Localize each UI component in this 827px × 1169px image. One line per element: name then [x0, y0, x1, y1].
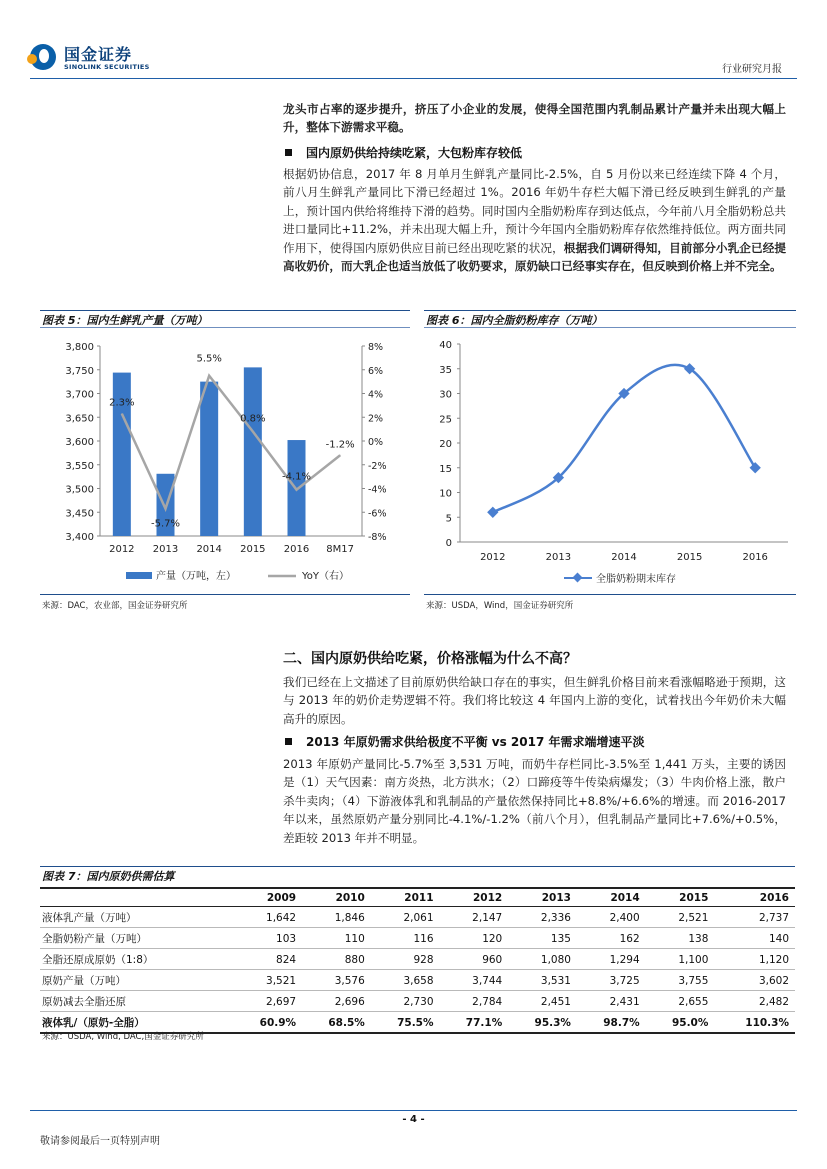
value-cell: 2,697 — [233, 991, 302, 1012]
figure7-title: 图表 7：国内原奶供需估算 — [42, 870, 175, 883]
yoy-point-8M17 — [340, 455, 341, 456]
value-cell: 135 — [508, 928, 577, 949]
table-header-corner — [40, 888, 233, 907]
value-cell: 120 — [440, 928, 509, 949]
bullet-heading-2-text: 2013 年原奶需求供给极度不平衡 vs 2017 年需求端增速平淡 — [306, 735, 645, 749]
y2-tick-label: -4% — [368, 484, 387, 496]
table-row — [40, 991, 795, 1012]
x-tick-label: 8M17 — [326, 544, 355, 555]
x-tick-label: 2015 — [676, 552, 703, 563]
y2-tick-label: 2% — [368, 413, 384, 425]
value-cell: 103 — [233, 928, 302, 949]
y2-tick-label: 6% — [368, 365, 384, 377]
inventory-line — [493, 365, 755, 513]
value-cell: 2,655 — [646, 991, 715, 1012]
value-cell: 3,602 — [714, 970, 795, 991]
value-cell: 2,730 — [371, 991, 440, 1012]
value-cell: 1,846 — [302, 907, 371, 928]
value-cell: 95.3% — [508, 1012, 577, 1034]
figure6-title: 图表 6：国内全脂奶粉库存（万吨） — [426, 314, 603, 327]
x-tick-label: 2014 — [611, 552, 637, 563]
logo-cn-text: 国金证券 — [64, 45, 133, 64]
value-cell: 2,061 — [371, 907, 440, 928]
supply-demand-table — [40, 887, 795, 1034]
row-label-cell: 原奶减去全脂还原 — [40, 991, 233, 1012]
yoy-point-2016 — [296, 489, 297, 490]
y2-tick-label: -6% — [368, 508, 387, 520]
table-header-year: 2010 — [302, 888, 371, 907]
value-cell: 77.1% — [440, 1012, 509, 1034]
report-type: 行业研究月报 — [722, 64, 782, 75]
figure6-bottom-rule — [424, 594, 796, 595]
y2-tick-label: -2% — [368, 460, 387, 472]
yoy-point-2014 — [209, 375, 210, 376]
section2-paragraph: 我们已经在上文描述了目前原奶供给缺口存在的事实，但生鲜乳价格目前来看涨幅略逊于预期，这与 2013 年的奶价走势逻辑不符。我们将比较这 4 年国内上游的变化，试着找出今年奶价未大幅高升的原因。 — [283, 675, 786, 726]
yoy-point-2012 — [121, 413, 122, 414]
value-cell: 2,147 — [440, 907, 509, 928]
value-cell: 138 — [646, 928, 715, 949]
figure6-title-rule — [424, 327, 796, 328]
value-cell: 1,100 — [646, 949, 715, 970]
y2-tick-label: 0% — [368, 437, 384, 448]
figure5-chart — [40, 330, 412, 592]
value-cell: 2,521 — [646, 907, 715, 928]
y-tick-label: 25 — [439, 414, 452, 426]
legend-bar-swatch — [126, 572, 152, 579]
value-cell: 95.0% — [646, 1012, 715, 1034]
square-bullet-icon — [285, 738, 292, 745]
data-label-2013: -5.7% — [150, 518, 181, 530]
value-cell: 928 — [371, 949, 440, 970]
y2-tick-label: 8% — [368, 342, 384, 353]
data-label-2012: 2.3% — [109, 397, 135, 409]
value-cell: 1,294 — [577, 949, 646, 970]
row-label-cell: 液体乳/（原奶-全脂） — [40, 1012, 233, 1034]
header-divider — [30, 78, 797, 79]
yoy-point-2013 — [165, 508, 166, 509]
x-tick-label: 2013 — [152, 544, 179, 555]
figure7-source: 来源：USDA, Wind, DAC,国金证券研究所 — [42, 1032, 204, 1042]
bullet-heading-1-text: 国内原奶供给持续吃紧，大包粉库存较低 — [306, 146, 523, 160]
value-cell: 1,120 — [714, 949, 795, 970]
x-tick-label: 2012 — [480, 552, 506, 563]
logo-mark-icon — [30, 44, 56, 70]
data-label-8M17: -1.2% — [325, 439, 355, 451]
figure6-top-rule — [424, 310, 796, 311]
y2-tick-label: -8% — [368, 532, 387, 543]
table-row — [40, 949, 795, 970]
value-cell: 2,336 — [508, 907, 577, 928]
value-cell: 3,658 — [371, 970, 440, 991]
figure5-title: 图表 5：国内生鲜乳产量（万吨） — [42, 314, 208, 327]
value-cell: 960 — [440, 949, 509, 970]
figure6-source: 来源：USDA，Wind，国金证券研究所 — [426, 601, 574, 611]
table-header-year: 2013 — [508, 888, 577, 907]
row-label-cell: 原奶产量（万吨） — [40, 970, 233, 991]
data-label-2015: 0.8% — [240, 413, 266, 425]
figure6-chart — [424, 330, 796, 592]
intro-paragraph: 龙头市占率的逐步提升，挤压了小企业的发展，使得全国范围内乳制品累计产量并未出现大幅上升，整体下游需求平稳。 — [283, 102, 786, 135]
section2-title: 二、国内原奶供给吃紧，价格涨幅为什么不高？ — [283, 651, 577, 667]
figure5-top-rule — [40, 310, 410, 311]
value-cell: 3,531 — [508, 970, 577, 991]
legend-marker — [573, 573, 583, 583]
footer-divider — [30, 1110, 797, 1111]
value-cell: 110.3% — [714, 1012, 795, 1034]
square-bullet-icon — [285, 149, 292, 156]
table-header-year: 2011 — [371, 888, 440, 907]
y-tick-label: 40 — [439, 340, 452, 351]
x-tick-label: 2014 — [196, 544, 222, 555]
figure5-source: 来源：DAC，农业部，国金证券研究所 — [42, 601, 188, 611]
bullet1-paragraph — [283, 165, 786, 275]
value-cell: 1,642 — [233, 907, 302, 928]
legend-label: 全脂奶粉期末库存 — [596, 574, 676, 585]
legend-line-label: YoY（右） — [302, 571, 350, 582]
value-cell: 140 — [714, 928, 795, 949]
y-tick-label: 10 — [439, 488, 452, 500]
y2-tick-label: 4% — [368, 389, 384, 401]
value-cell: 824 — [233, 949, 302, 970]
table-row — [40, 907, 795, 928]
y-tick-label: 3,600 — [65, 437, 94, 448]
disclaimer: 敬请参阅最后一页特别声明 — [40, 1136, 160, 1147]
table-row — [40, 970, 795, 991]
value-cell: 116 — [371, 928, 440, 949]
value-cell: 68.5% — [302, 1012, 371, 1034]
data-label-2014: 5.5% — [196, 353, 222, 365]
value-cell: 2,400 — [577, 907, 646, 928]
value-cell: 75.5% — [371, 1012, 440, 1034]
table-header-year: 2014 — [577, 888, 646, 907]
y-tick-label: 3,750 — [65, 365, 94, 377]
value-cell: 3,521 — [233, 970, 302, 991]
logo-en-text: SINOLINK SECURITIES — [64, 63, 150, 71]
data-label-2016: -4.1% — [281, 471, 312, 483]
y-tick-label: 35 — [439, 364, 452, 376]
y-tick-label: 3,550 — [65, 460, 94, 472]
x-tick-label: 2012 — [109, 544, 135, 555]
section2-bullet-paragraph: 2013 年原奶产量同比-5.7%至 3,531 万吨，而奶牛存栏同比-3.5%至 1,441 万头，主要的诱因是（1）天气因素：南方炎热，北方洪水；（2）口蹄疫等牛传染病爆发；（3）牛肉价格上涨，散户杀牛卖肉；（4）下游液体乳和乳制品的产量依然保持同比+8.8%/+6.6%的增速。而 2016-2017 年以来，虽然原奶产量分别同比-4.1%/-1.2%（前八个月），但乳制品产量同比+7.6%/+0.5%，差距较 2013 年并不明显。 — [283, 757, 786, 845]
bar-2014 — [200, 382, 218, 536]
figure5-title-rule — [40, 327, 410, 328]
row-label-cell: 液体乳产量（万吨） — [40, 907, 233, 928]
x-tick-label: 2015 — [240, 544, 266, 555]
value-cell: 2,482 — [714, 991, 795, 1012]
y-tick-label: 0 — [445, 538, 452, 549]
value-cell: 98.7% — [577, 1012, 646, 1034]
y-tick-label: 3,700 — [65, 389, 94, 401]
inventory-point-2012 — [487, 507, 498, 518]
value-cell: 110 — [302, 928, 371, 949]
value-cell: 60.9% — [233, 1012, 302, 1034]
y-tick-label: 5 — [445, 513, 452, 525]
figure5-bottom-rule — [40, 594, 410, 595]
bullet-heading-1 — [283, 144, 522, 161]
legend-bar-label: 产量（万吨，左） — [156, 571, 236, 582]
y-tick-label: 3,800 — [65, 342, 94, 353]
value-cell: 2,696 — [302, 991, 371, 1012]
bullet1-text-bold: 根据我们调研得知，目前部分小乳企已经提高收奶价，而大乳企也适当放低了收奶要求，原奶缺口已经事实存在，但反映到价格上并不完全。 — [283, 240, 786, 274]
table-header-year: 2009 — [233, 888, 302, 907]
table-header-year: 2016 — [714, 888, 795, 907]
page-number: - 4 - — [402, 1114, 425, 1125]
value-cell: 1,080 — [508, 949, 577, 970]
value-cell: 3,755 — [646, 970, 715, 991]
y-tick-label: 3,450 — [65, 508, 94, 520]
value-cell: 162 — [577, 928, 646, 949]
yoy-line — [122, 376, 340, 509]
y-tick-label: 3,500 — [65, 484, 94, 496]
table-row — [40, 928, 795, 949]
company-logo — [30, 42, 230, 78]
yoy-point-2015 — [252, 431, 253, 432]
value-cell: 3,725 — [577, 970, 646, 991]
y-tick-label: 30 — [439, 389, 452, 401]
value-cell: 2,431 — [577, 991, 646, 1012]
inventory-point-2016 — [750, 462, 761, 473]
value-cell: 2,737 — [714, 907, 795, 928]
row-label-cell: 全脂奶粉产量（万吨） — [40, 928, 233, 949]
y-tick-label: 3,400 — [65, 532, 94, 543]
bar-2015 — [244, 367, 262, 536]
y-tick-label: 3,650 — [65, 413, 94, 425]
bullet-heading-2 — [283, 733, 644, 750]
y-tick-label: 15 — [439, 463, 452, 475]
x-tick-label: 2013 — [545, 552, 572, 563]
value-cell: 880 — [302, 949, 371, 970]
value-cell: 3,744 — [440, 970, 509, 991]
value-cell: 2,784 — [440, 991, 509, 1012]
row-label-cell: 全脂还原成原奶（1:8） — [40, 949, 233, 970]
value-cell: 2,451 — [508, 991, 577, 1012]
table-header-year: 2015 — [646, 888, 715, 907]
y-tick-label: 20 — [439, 439, 452, 450]
x-tick-label: 2016 — [283, 544, 310, 555]
bullet1-text-plain: 根据奶协信息，2017 年 8 月单月生鲜乳产量同比-2.5%，自 5 月份以来已经连续下降 4 个月，前八月生鲜乳产量同比下滑已经超过 1%。2016 年奶牛存栏大幅下滑已经反映到生鲜乳的产量上，预计国内供给将维持下滑的趋势。同时国内全脂奶粉库存到达低点，今年前八月全脂奶粉总共进口量同比+11.2%，并未出现大幅上升，预计今年国内全脂奶粉库存依然维持低位。两方面共同作用下，使得国内原奶供应目前已经出现吃紧的状况， — [283, 167, 786, 255]
value-cell: 3,576 — [302, 970, 371, 991]
table-header-row — [40, 888, 795, 907]
x-tick-label: 2016 — [742, 552, 768, 563]
figure7-top-rule — [40, 866, 795, 867]
table-header-year: 2012 — [440, 888, 509, 907]
